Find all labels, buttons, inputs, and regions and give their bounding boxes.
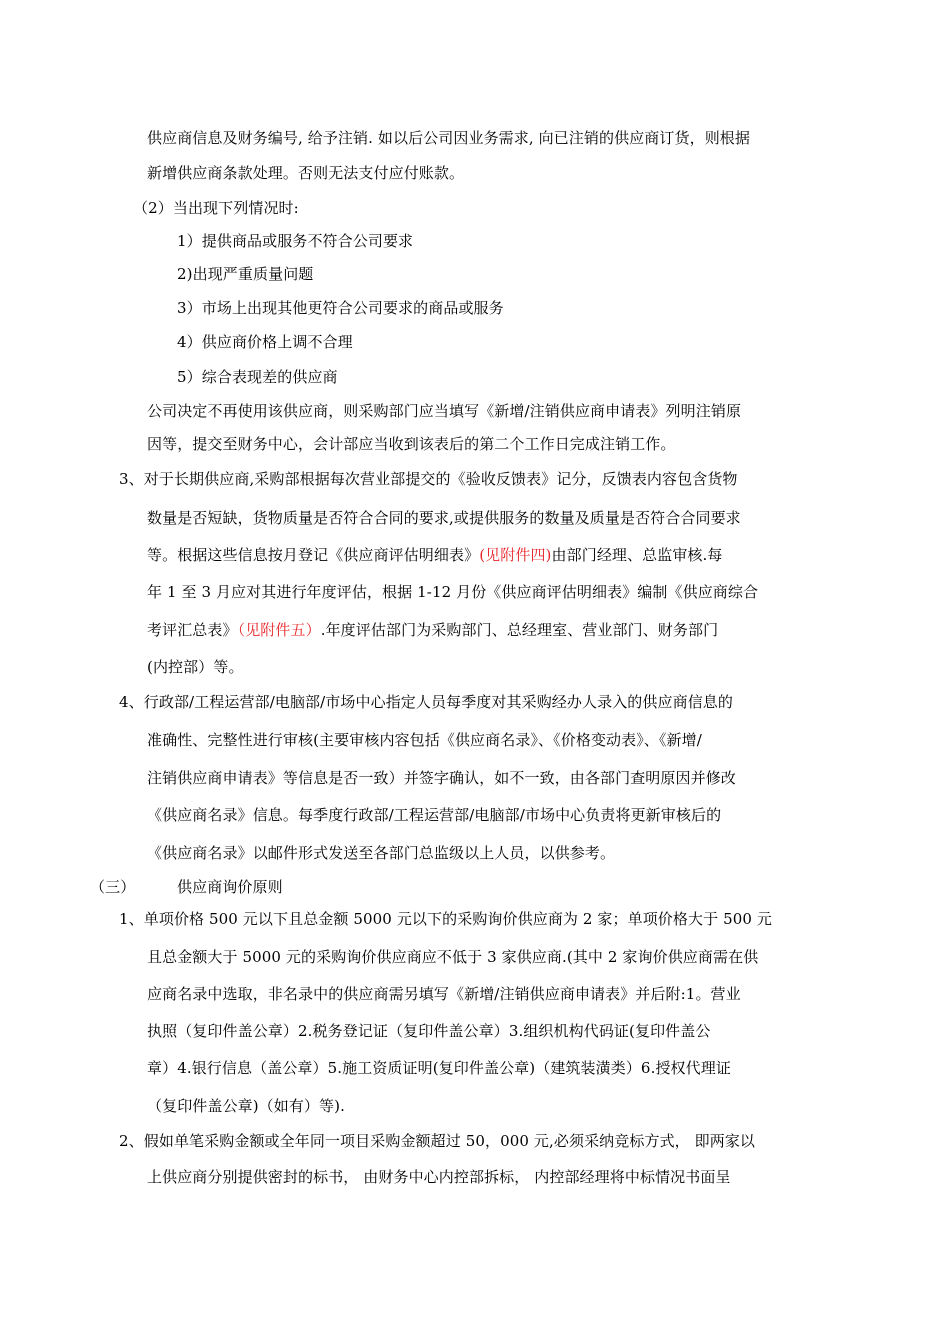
situation-conclusion-line-2: 因等，提交至财务中心，会计部应当收到该表后的第二个工作日完成注销工作。 bbox=[147, 435, 676, 453]
item4-line-3: 注销供应商申请表》等信息是否一致）并签字确认，如不一致，由各部门查明原因并修改 bbox=[147, 769, 736, 787]
item4-line-4: 《供应商名录》信息。每季度行政部/工程运营部/电脑部/市场中心负责将更新审核后的 bbox=[147, 806, 722, 824]
item3-line-6: (内控部）等。 bbox=[147, 658, 244, 676]
section-3-number: （三） bbox=[90, 878, 136, 896]
s3-item1-line-1: 1、单项价格 500 元以下且总金额 5000 元以下的采购询价供应商为 2 家；单项价格大于 500 元 bbox=[119, 910, 772, 928]
situation-item-4: 4）供应商价格上调不合理 bbox=[177, 333, 353, 351]
item3-line-3-text-a: 等。根据这些信息按月登记《供应商评估明细表》 bbox=[147, 546, 480, 564]
section-3-title: 供应商询价原则 bbox=[177, 878, 283, 896]
item4-line-5: 《供应商名录》以邮件形式发送至各部门总监级以上人员，以供参考。 bbox=[147, 844, 616, 862]
attachment-four-reference: (见附件四) bbox=[479, 546, 552, 564]
item3-line-2: 数量是否短缺，货物质量是否符合合同的要求,或提供服务的数量及质量是否符合合同要求 bbox=[147, 509, 741, 527]
s3-item1-line-4: 执照（复印件盖公章）2.税务登记证（复印件盖公章）3.组织机构代码证(复印件盖公 bbox=[147, 1022, 711, 1040]
item4-line-1: 4、行政部/工程运营部/电脑部/市场中心指定人员每季度对其采购经办人录入的供应商信息的 bbox=[119, 693, 734, 711]
s3-item2-line-1: 2、假如单笔采购金额或全年同一项目采购金额超过 50，000 元,必须采纳竞标方式， 即两家以 bbox=[119, 1132, 756, 1150]
item3-line-4: 年 1 至 3 月应对其进行年度评估，根据 1-12 月份《供应商评估明细表》编制《供应商综合 bbox=[147, 583, 759, 601]
situation-item-3: 3）市场上出现其他更符合公司要求的商品或服务 bbox=[177, 299, 504, 317]
item3-line-5-text-a: 考评汇总表》 bbox=[147, 621, 238, 639]
item4-line-2: 准确性、完整性进行审核(主要审核内容包括《供应商名录》、《价格变动表》、《新增/ bbox=[147, 731, 702, 749]
attachment-five-reference: （见附件五） bbox=[237, 621, 321, 639]
situation-item-5: 5）综合表现差的供应商 bbox=[177, 368, 338, 386]
item3-line-3 bbox=[147, 545, 723, 565]
s3-item1-line-5: 章）4.银行信息（盖公章）5.施工资质证明(复印件盖公章)（建筑装潢类）6.授权代理证 bbox=[147, 1059, 731, 1077]
item3-line-1: 3、对于长期供应商,采购部根据每次营业部提交的《验收反馈表》记分，反馈表内容包含货物 bbox=[119, 470, 738, 488]
situation-conclusion-line-1: 公司决定不再使用该供应商，则采购部门应当填写《新增/注销供应商申请表》列明注销原 bbox=[147, 402, 742, 420]
situation-heading: （2）当出现下列情况时: bbox=[133, 199, 299, 217]
para-intro-line-2: 新增供应商条款处理。否则无法支付应付账款。 bbox=[147, 164, 465, 182]
situation-item-1: 1）提供商品或服务不符合公司要求 bbox=[177, 232, 414, 250]
para-intro-line-1: 供应商信息及财务编号, 给予注销. 如以后公司因业务需求, 向已注销的供应商订货，则根据 bbox=[147, 129, 751, 147]
item3-line-3-text-b: 由部门经理、总监审核.每 bbox=[551, 546, 723, 564]
item3-line-5 bbox=[147, 620, 718, 640]
s3-item1-line-6: （复印件盖公章)（如有）等). bbox=[147, 1097, 345, 1115]
s3-item2-line-2: 上供应商分别提供密封的标书， 由财务中心内控部拆标， 内控部经理将中标情况书面呈 bbox=[147, 1168, 731, 1186]
s3-item1-line-2: 且总金额大于 5000 元的采购询价供应商应不低于 3 家供应商.(其中 2 家询价供应商需在供 bbox=[147, 948, 759, 966]
s3-item1-line-3: 应商名录中选取，非名录中的供应商需另填写《新增/注销供应商申请表》并后附:1。营业 bbox=[147, 985, 741, 1003]
situation-item-2: 2)出现严重质量问题 bbox=[177, 265, 314, 283]
item3-line-5-text-b: .年度评估部门为采购部门、总经理室、营业部门、财务部门 bbox=[320, 621, 719, 639]
